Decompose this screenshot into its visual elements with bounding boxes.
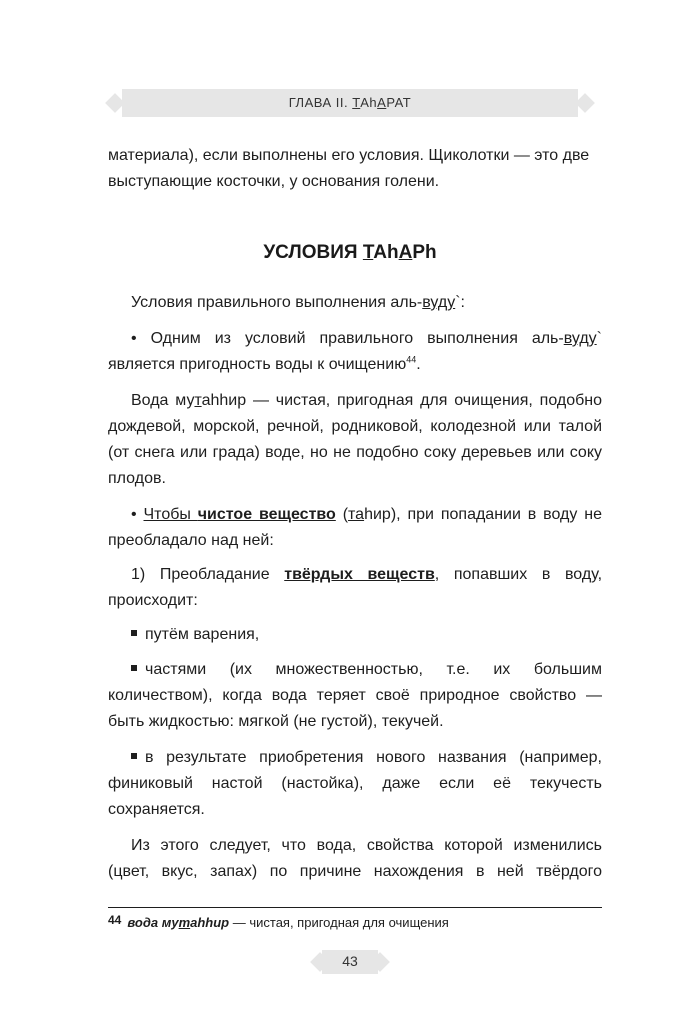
square-bullet-icon (131, 665, 137, 671)
square-bullet-icon (131, 753, 137, 759)
section-title: УСЛОВИЯ ТАhАРh (263, 242, 437, 263)
footnote-rule (108, 907, 602, 908)
list-item-parts: частями (их множественностью, т.е. их большим количеством), когда вода теряет своё природное свойство — быть жидкостью: мягкой (не густой), текучей. (108, 661, 602, 730)
footnote: 44 вода мутаhhир — чистая, пригодная для очищения (108, 913, 449, 930)
square-bullet-icon (131, 630, 137, 636)
page-number: 43 (342, 953, 358, 969)
conclusion-paragraph: Из этого следует, что вода, свойства которой изменились (цвет, вкус, запах) по причине нахождения в ней твёрдого (108, 837, 602, 880)
running-header: ГЛАВА II. ТАhАРАТ (288, 95, 412, 110)
list-item-boiling: путём варения, (108, 622, 602, 648)
footnote-ref[interactable]: 44 (406, 354, 417, 365)
conditions-intro: Условия правильного выполнения аль-вуду`: (131, 294, 465, 311)
solids-paragraph: 1) Преобладание твёрдых веществ, попавших в воду, происходит: (108, 566, 603, 609)
list-item-new-name: в результате приобретения нового названия (например, финиковый настой (настойка), даже если её текучесть сохраняется. (108, 749, 602, 818)
intro-paragraph: материала), если выполнены его условия. Щиколотки — это две выступающие косточки, у основания голени. (108, 147, 590, 190)
condition-purity-paragraph: • Одним из условий правильного выполнения аль-вуду` является пригодность воды к очищению$^{44}$. (108, 330, 602, 373)
footnote-number: 44 (108, 913, 122, 927)
pure-substance-paragraph: • Чтобы чистое вещество (таhир), при попадании в воду не преобладало над ней: (108, 506, 602, 549)
water-definition-paragraph: Вода мутаhhир — чистая, пригодная для очищения, подобно дождевой, морской, речной, родниковой, колодезной или талой (от снега или града) воде, но не подобно соку деревьев или соку плодов. (108, 392, 602, 487)
